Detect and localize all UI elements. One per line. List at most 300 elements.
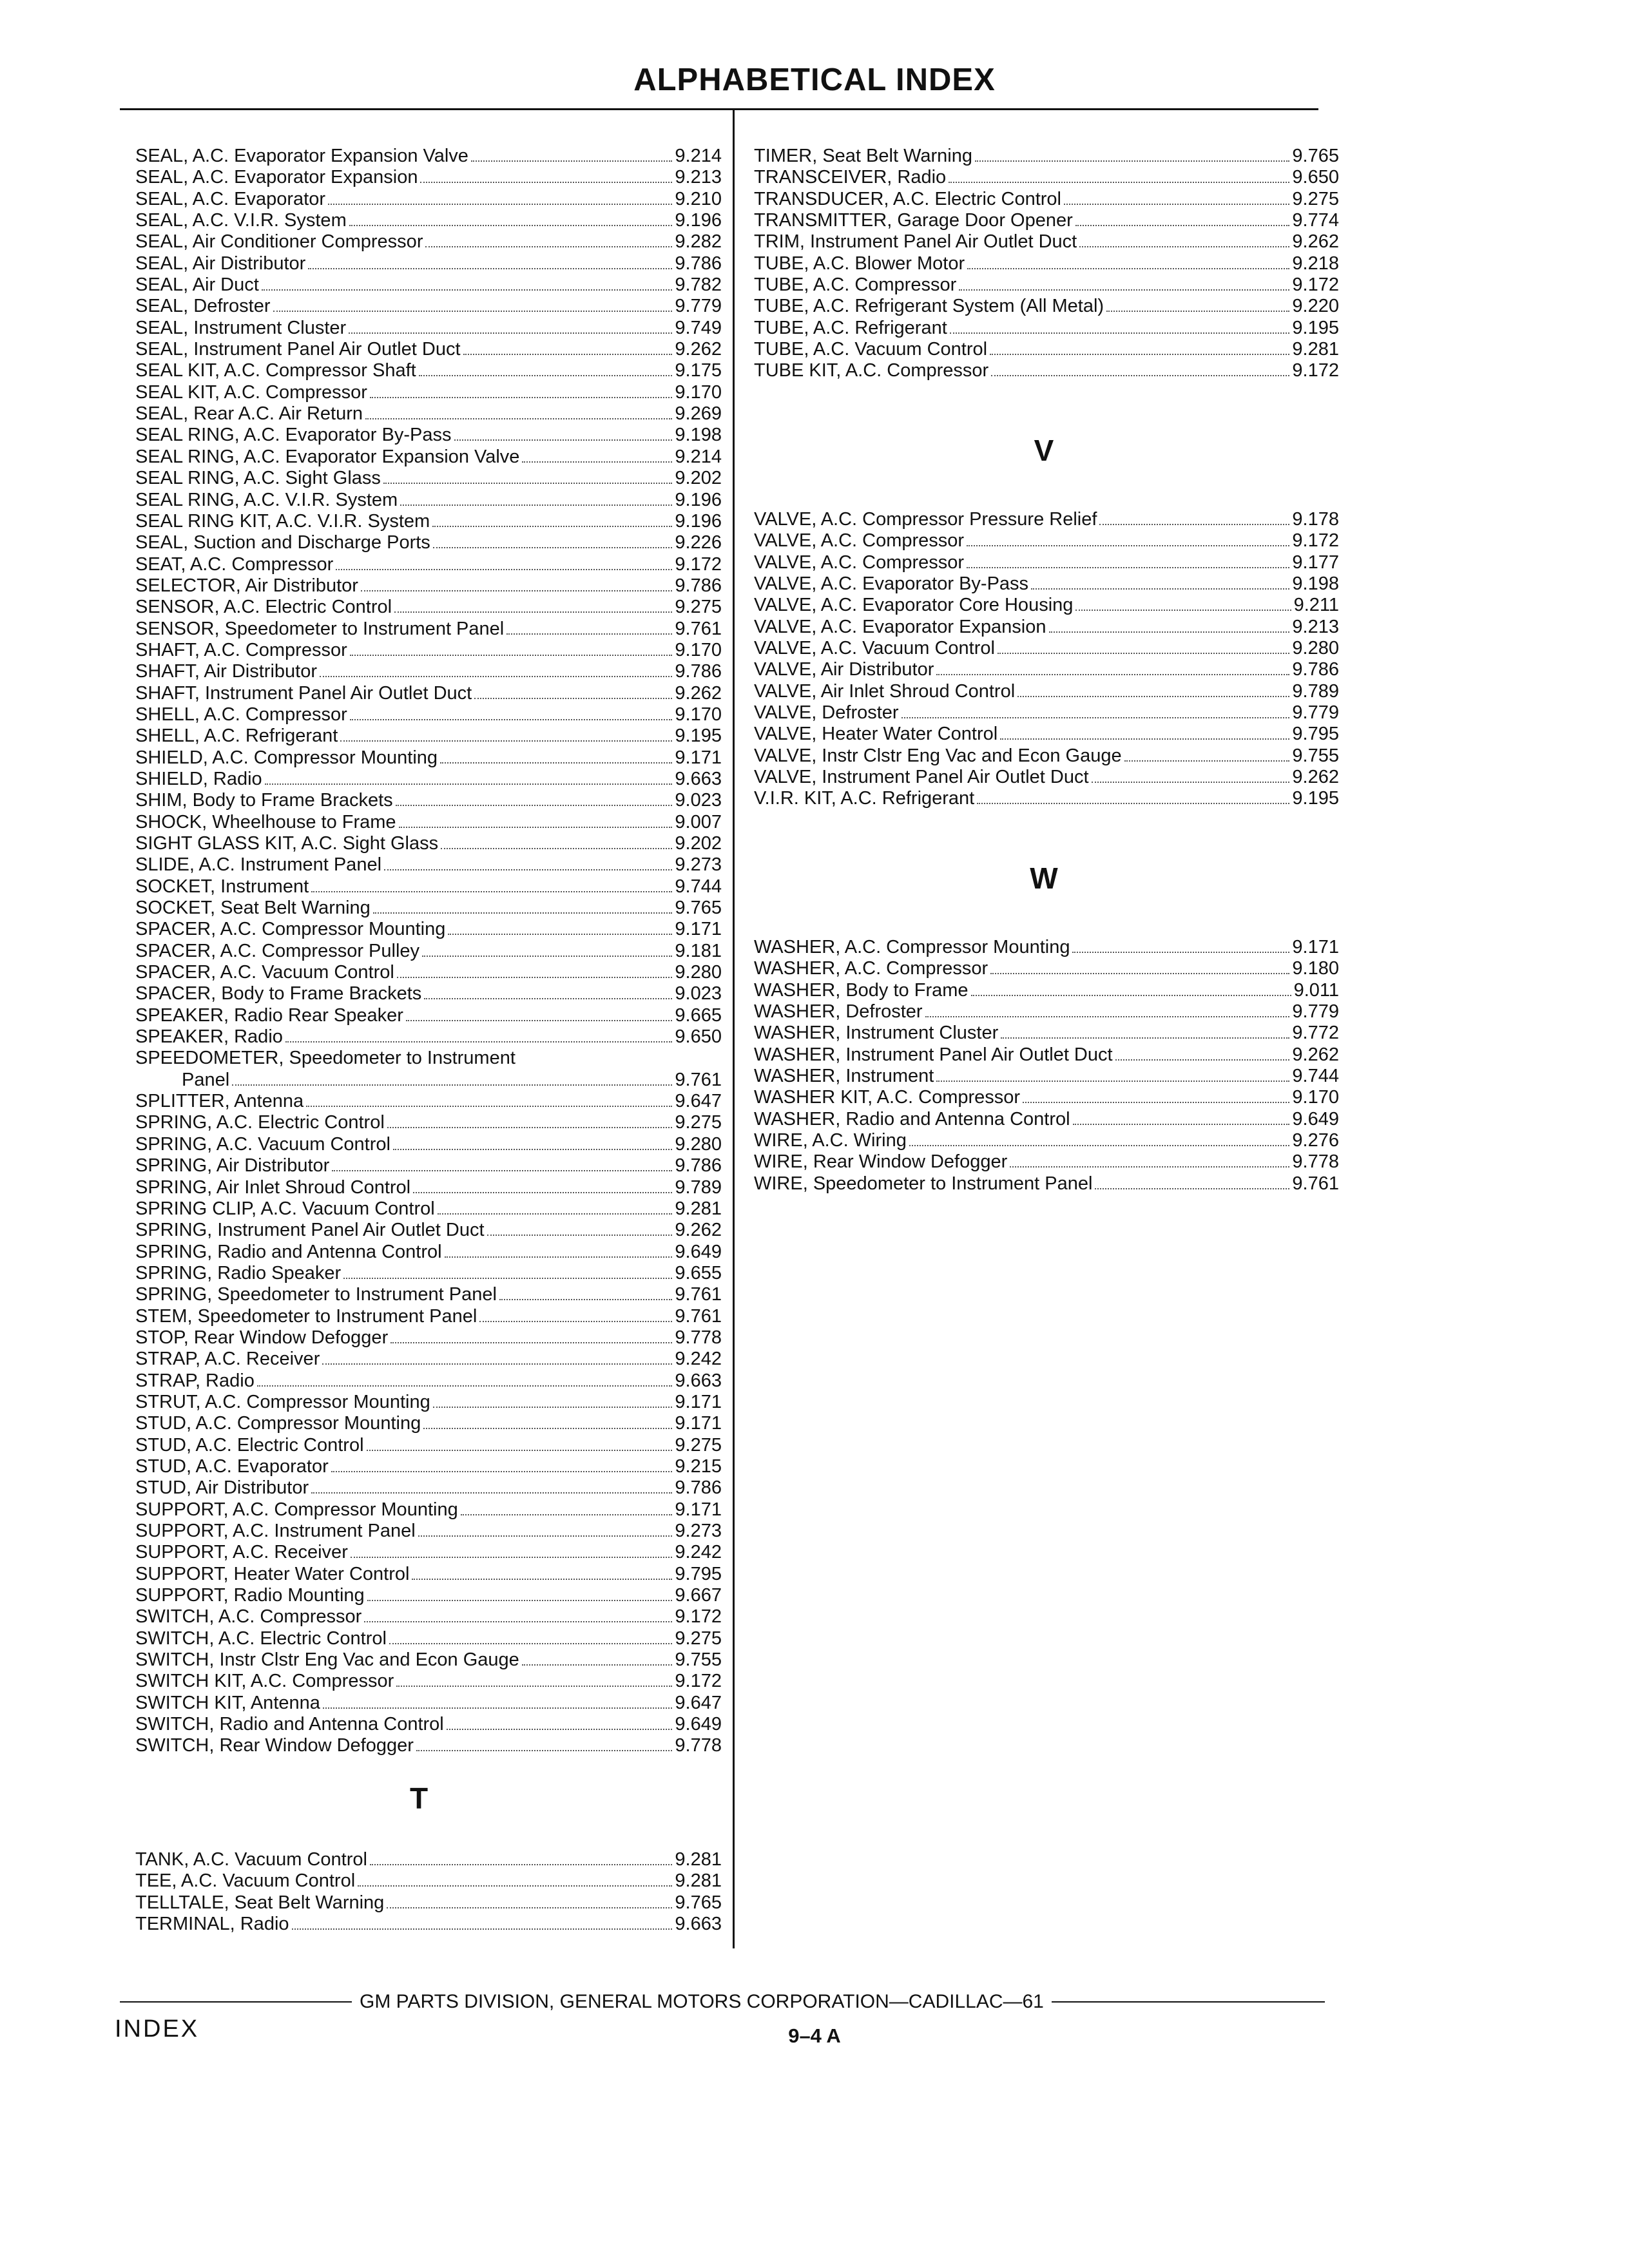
entry-page: 9.171	[675, 919, 722, 940]
dot-leader	[925, 1015, 1290, 1017]
index-entry	[135, 403, 722, 425]
entry-page: 9.795	[1292, 724, 1339, 745]
entry-page: 9.755	[675, 1649, 722, 1671]
index-entry	[754, 1087, 1339, 1108]
entry-text: SPRING, A.C. Electric Control	[135, 1112, 385, 1133]
entry-page: 9.262	[1292, 767, 1339, 788]
entry-page: 9.262	[1292, 1044, 1339, 1065]
dot-leader	[390, 1341, 672, 1343]
entry-text: SEAL RING, A.C. Sight Glass	[135, 468, 381, 489]
entry-page: 9.177	[1292, 552, 1339, 573]
entry-page: 9.663	[675, 1914, 722, 1935]
entry-page: 9.649	[675, 1714, 722, 1735]
entry-text: SWITCH, Instr Clstr Eng Vac and Econ Gauge	[135, 1649, 519, 1671]
index-entry	[135, 210, 722, 231]
entry-page: 9.172	[1292, 530, 1339, 552]
index-entry	[135, 511, 722, 532]
dot-leader	[1049, 631, 1290, 633]
dot-leader	[909, 1144, 1290, 1146]
dot-leader	[440, 762, 672, 764]
entry-page: 9.786	[675, 661, 722, 682]
dot-leader	[448, 933, 672, 935]
entry-text: VALVE, A.C. Evaporator By-Pass	[754, 573, 1029, 595]
entry-page: 9.655	[675, 1262, 722, 1283]
dot-leader	[422, 955, 672, 957]
dot-leader	[370, 396, 672, 398]
dot-leader	[292, 1928, 673, 1930]
entry-page: 9.280	[675, 962, 722, 983]
index-entry	[135, 1649, 722, 1671]
entry-text: SEAL, A.C. Evaporator Expansion	[135, 167, 418, 188]
entry-text: TERMINAL, Radio	[135, 1914, 289, 1935]
index-entry	[754, 1130, 1339, 1151]
entry-page: 9.175	[675, 360, 722, 381]
entry-text: SUPPORT, Radio Mounting	[135, 1585, 365, 1606]
entry-page: 9.765	[675, 898, 722, 919]
entry-text: SHELL, A.C. Refrigerant	[135, 726, 338, 747]
entry-text: WASHER, Instrument Panel Air Outlet Duct	[754, 1044, 1113, 1065]
entry-text: STRAP, A.C. Receiver	[135, 1349, 320, 1370]
section-letter-t: T	[409, 1782, 429, 1815]
entry-text: SPACER, Body to Frame Brackets	[135, 983, 422, 1004]
dot-leader	[971, 994, 1291, 996]
dot-leader	[1001, 1037, 1289, 1039]
entry-text: SPRING, Speedometer to Instrument Panel	[135, 1284, 497, 1305]
entry-text: SHIELD, Radio	[135, 768, 262, 789]
entry-text: VALVE, A.C. Compressor	[754, 552, 965, 573]
index-entry	[135, 1091, 722, 1112]
index-entry	[135, 769, 722, 790]
entry-page: 9.282	[675, 231, 722, 253]
index-entry	[754, 509, 1339, 530]
entry-page: 9.172	[675, 553, 722, 575]
index-entry	[135, 1628, 722, 1649]
index-entry	[754, 638, 1339, 659]
dot-leader	[949, 181, 1289, 183]
entry-text: TRANSDUCER, A.C. Electric Control	[754, 188, 1061, 209]
dot-leader	[350, 654, 673, 656]
entry-page: 9.220	[1292, 296, 1339, 317]
entry-text: SUPPORT, Heater Water Control	[135, 1563, 410, 1584]
index-entry	[754, 253, 1339, 274]
index-entry	[135, 575, 722, 597]
entry-page: 9.262	[675, 339, 722, 360]
index-entry	[135, 833, 722, 854]
entry-text: SEAL RING, A.C. V.I.R. System	[135, 489, 398, 510]
entry-page: 9.262	[675, 682, 722, 704]
entry-text: SUPPORT, A.C. Compressor Mounting	[135, 1499, 458, 1520]
entry-page: 9.663	[675, 768, 722, 789]
index-entry	[135, 1606, 722, 1628]
index-entry	[135, 1349, 722, 1370]
index-entry	[135, 1477, 722, 1499]
entry-text: SEAL RING KIT, A.C. V.I.R. System	[135, 510, 430, 532]
entry-page: 9.273	[675, 1521, 722, 1541]
entry-page: 9.178	[1292, 509, 1339, 530]
entry-page: 9.170	[675, 704, 722, 725]
index-entry	[754, 318, 1339, 339]
dot-leader	[461, 1514, 673, 1515]
entry-page: 9.196	[675, 510, 722, 532]
entry-page: 9.202	[675, 468, 722, 489]
section-letter-v: V	[1034, 434, 1054, 467]
index-entry	[135, 1735, 722, 1756]
entry-text: SPRING, Radio and Antenna Control	[135, 1241, 442, 1262]
entry-text: SPACER, A.C. Vacuum Control	[135, 962, 394, 983]
entry-text: TUBE, A.C. Refrigerant System (All Metal)	[754, 296, 1104, 317]
entry-page: 9.262	[1292, 231, 1339, 253]
dot-leader	[257, 1385, 673, 1387]
entry-page: 9.218	[1292, 253, 1339, 274]
entry-page: 9.242	[675, 1349, 722, 1370]
left-column	[135, 146, 722, 1757]
entry-page: 9.779	[1292, 702, 1339, 724]
v-entries	[754, 509, 1339, 810]
footer	[120, 1991, 1325, 2013]
dot-leader	[901, 716, 1290, 718]
entry-text: WASHER, Body to Frame	[754, 979, 969, 1001]
index-entry	[754, 1066, 1339, 1087]
entry-page: 9.779	[675, 296, 722, 317]
dot-leader	[361, 590, 672, 591]
dot-leader	[367, 1599, 673, 1601]
index-entry	[135, 619, 722, 640]
entry-text: V.I.R. KIT, A.C. Refrigerant	[754, 788, 975, 809]
dot-leader	[990, 972, 1289, 974]
entry-text: SWITCH, A.C. Electric Control	[135, 1628, 387, 1649]
entry-page: 9.772	[1292, 1023, 1339, 1044]
entry-page: 9.181	[675, 940, 722, 961]
entry-page: 9.210	[675, 188, 722, 209]
index-entry	[754, 189, 1339, 210]
index-entry	[135, 360, 722, 381]
entry-text: SEAL, A.C. Evaporator Expansion Valve	[135, 146, 468, 166]
dot-leader	[364, 1620, 672, 1622]
dot-leader	[967, 566, 1289, 568]
entry-text: SHIM, Body to Frame Brackets	[135, 790, 393, 811]
entry-page: 9.198	[675, 425, 722, 446]
entry-page: 9.778	[675, 1735, 722, 1756]
dot-leader	[447, 1728, 673, 1730]
entry-text: TELLTALE, Seat Belt Warning	[135, 1892, 385, 1913]
entry-text: WASHER KIT, A.C. Compressor	[754, 1087, 1021, 1108]
entry-page: 9.171	[675, 1391, 722, 1412]
dot-leader	[349, 332, 672, 334]
entry-page: 9.262	[675, 1220, 722, 1241]
index-entry	[135, 1112, 722, 1133]
entry-text: SENSOR, A.C. Electric Control	[135, 597, 392, 618]
entry-page: 9.273	[675, 854, 722, 876]
dot-leader	[1064, 203, 1289, 205]
dot-leader	[1092, 781, 1290, 783]
entry-text: WASHER, Instrument	[754, 1066, 934, 1087]
dot-leader	[311, 1492, 672, 1494]
index-entry	[135, 1306, 722, 1327]
dot-leader	[308, 267, 672, 269]
dot-leader	[340, 740, 672, 742]
entry-page: 9.761	[675, 1284, 722, 1305]
entry-page: 9.649	[1292, 1108, 1339, 1129]
index-entry	[135, 704, 722, 726]
entry-text: TEE, A.C. Vacuum Control	[135, 1870, 356, 1892]
entry-text: VALVE, Instr Clstr Eng Vac and Econ Gauge	[754, 745, 1122, 766]
index-entry	[135, 1327, 722, 1349]
index-entry	[754, 552, 1339, 573]
dot-leader	[393, 1148, 672, 1150]
entry-page: 9.281	[675, 1849, 722, 1870]
dot-leader	[445, 1256, 673, 1258]
entry-page: 9.281	[1292, 339, 1339, 360]
entry-text: SPRING, Air Inlet Shroud Control	[135, 1177, 411, 1198]
dot-leader	[424, 997, 672, 999]
entry-page: 9.650	[1292, 167, 1339, 188]
entry-page: 9.761	[1292, 1173, 1339, 1194]
entry-page: 9.198	[1292, 573, 1339, 595]
dot-leader	[328, 203, 672, 205]
dot-leader	[1079, 245, 1289, 247]
index-entry	[135, 253, 722, 274]
index-entry	[754, 617, 1339, 638]
entry-page: 9.170	[1292, 1087, 1339, 1108]
index-entry	[754, 958, 1339, 979]
entry-text: SOCKET, Seat Belt Warning	[135, 898, 371, 919]
dot-leader	[265, 783, 673, 785]
dot-leader	[454, 439, 673, 441]
index-entry	[754, 702, 1339, 724]
dot-leader	[479, 1320, 672, 1322]
entry-text: SPEAKER, Radio	[135, 1026, 283, 1048]
entry-page: 9.786	[1292, 659, 1339, 680]
entry-page: 9.195	[1292, 788, 1339, 809]
dot-leader	[306, 1105, 672, 1107]
entry-page: 9.761	[675, 618, 722, 639]
entry-text: VALVE, Air Inlet Shroud Control	[754, 680, 1016, 702]
dot-leader	[991, 374, 1289, 376]
index-entry	[135, 1499, 722, 1521]
index-entry	[754, 339, 1339, 360]
entry-text: STUD, A.C. Electric Control	[135, 1434, 364, 1456]
entry-page: 9.196	[675, 489, 722, 510]
index-entry	[135, 1671, 722, 1692]
index-entry	[135, 1849, 722, 1870]
index-entry	[754, 360, 1339, 381]
dot-leader	[522, 1664, 673, 1666]
dot-leader	[262, 289, 673, 291]
index-entry	[135, 876, 722, 898]
dot-leader	[412, 1578, 672, 1580]
t-entries-right	[754, 146, 1339, 382]
dot-leader	[432, 525, 672, 527]
column-divider	[733, 108, 735, 1948]
index-entry	[135, 167, 722, 188]
dot-leader	[373, 912, 673, 914]
entry-page: 9.280	[1292, 638, 1339, 659]
entry-text: SHELL, A.C. Compressor	[135, 704, 347, 725]
entry-page: 9.023	[675, 790, 722, 811]
entry-page: 9.213	[675, 167, 722, 188]
index-entry	[754, 296, 1339, 317]
index-entry	[135, 919, 722, 940]
entry-text: STRAP, Radio	[135, 1370, 255, 1391]
entry-page: 9.665	[675, 1004, 722, 1026]
index-entry	[135, 1155, 722, 1177]
dot-leader	[990, 353, 1289, 355]
title-rule	[120, 108, 1318, 110]
entry-text: WASHER, Defroster	[754, 1001, 923, 1023]
dot-leader	[323, 1707, 673, 1709]
dot-leader	[418, 1535, 673, 1537]
dot-leader	[936, 1080, 1289, 1082]
entry-page: 9.215	[675, 1456, 722, 1477]
index-entry	[754, 1173, 1339, 1195]
entry-page: 9.774	[1292, 210, 1339, 231]
index-entry	[754, 745, 1339, 767]
entry-text: STUD, A.C. Compressor Mounting	[135, 1413, 421, 1434]
entry-text: VALVE, Heater Water Control	[754, 724, 998, 745]
index-entry	[135, 318, 722, 339]
dot-leader	[387, 1126, 673, 1128]
dot-leader	[311, 890, 672, 892]
entry-text: VALVE, A.C. Compressor Pressure Relief	[754, 509, 1097, 530]
index-entry	[754, 767, 1339, 788]
dot-leader	[336, 568, 672, 570]
dot-leader	[1106, 310, 1289, 312]
entry-page: 9.275	[675, 597, 722, 618]
dot-leader	[349, 224, 673, 226]
t-entries-left	[135, 1849, 722, 1935]
entry-page: 9.765	[1292, 146, 1339, 166]
index-entry	[135, 1284, 722, 1305]
entry-text: SUPPORT, A.C. Receiver	[135, 1542, 348, 1563]
page-title: ALPHABETICAL INDEX	[633, 62, 996, 97]
dot-leader	[1010, 1166, 1289, 1168]
dot-leader	[232, 1084, 672, 1086]
dot-leader	[416, 1749, 673, 1751]
entry-text: SLIDE, A.C. Instrument Panel	[135, 854, 382, 876]
index-entry	[135, 1564, 722, 1585]
index-entry	[135, 983, 722, 1004]
index-entry	[135, 1198, 722, 1220]
entry-page: 9.281	[675, 1870, 722, 1892]
dot-leader	[358, 1885, 672, 1887]
entry-page: 9.749	[675, 317, 722, 338]
index-entry	[135, 683, 722, 704]
entry-text: SPEAKER, Radio Rear Speaker	[135, 1004, 403, 1026]
dot-leader	[396, 1685, 672, 1687]
entry-text: SEAT, A.C. Compressor	[135, 553, 334, 575]
index-entry	[135, 1456, 722, 1477]
index-entry	[135, 854, 722, 876]
index-entry	[754, 530, 1339, 552]
entry-text: STEM, Speedometer to Instrument Panel	[135, 1305, 477, 1327]
entry-page: 9.786	[675, 575, 722, 596]
index-entry	[135, 532, 722, 553]
index-entry	[754, 274, 1339, 296]
dot-leader	[350, 718, 673, 720]
index-entry	[135, 1392, 722, 1413]
entry-text: SPRING, Radio Speaker	[135, 1262, 342, 1283]
index-entry	[135, 1413, 722, 1434]
dot-leader	[367, 1449, 673, 1451]
entry-text: VALVE, A.C. Evaporator Core Housing	[754, 595, 1074, 616]
entry-text: VALVE, A.C. Compressor	[754, 530, 965, 552]
entry-page: 9.789	[1292, 680, 1339, 702]
entry-text: WIRE, A.C. Wiring	[754, 1130, 907, 1151]
dot-leader	[320, 675, 672, 677]
index-entry	[754, 595, 1339, 616]
entry-text: STUD, Air Distributor	[135, 1477, 309, 1499]
entry-page: 9.172	[675, 1671, 722, 1692]
entry-text: SPACER, A.C. Compressor Mounting	[135, 919, 446, 940]
dot-leader	[332, 1169, 672, 1171]
entry-text: STRUT, A.C. Compressor Mounting	[135, 1391, 430, 1412]
entry-text: SPRING, Air Distributor	[135, 1155, 330, 1177]
dot-leader	[506, 633, 672, 635]
footer-rule-left	[120, 2001, 352, 2003]
entry-text: SPRING, A.C. Vacuum Control	[135, 1133, 390, 1155]
entry-page: 9.171	[675, 1413, 722, 1434]
index-entry	[754, 1151, 1339, 1173]
index-entry	[754, 980, 1339, 1001]
entry-text: WASHER, Radio and Antenna Control	[754, 1108, 1070, 1129]
entry-text: TRIM, Instrument Panel Air Outlet Duct	[754, 231, 1077, 253]
entry-text: SENSOR, Speedometer to Instrument Panel	[135, 618, 505, 639]
footer-rule-right	[1052, 2001, 1325, 2003]
dot-leader	[419, 374, 673, 376]
entry-text: TRANSMITTER, Garage Door Opener	[754, 210, 1073, 231]
dot-leader	[1095, 1187, 1289, 1189]
dot-leader	[1072, 951, 1289, 953]
entry-page: 9.786	[675, 1477, 722, 1499]
entry-text: SEAL, Suction and Discharge Ports	[135, 532, 430, 553]
entry-page: 9.023	[675, 983, 722, 1004]
entry-text: SWITCH KIT, A.C. Compressor	[135, 1671, 394, 1692]
entry-text: TRANSCEIVER, Radio	[754, 167, 947, 188]
entry-page: 9.778	[675, 1327, 722, 1348]
entry-page: 9.172	[1292, 360, 1339, 381]
index-entry	[754, 231, 1339, 253]
dot-leader	[413, 1191, 672, 1193]
entry-text-continued: Panel	[182, 1069, 230, 1090]
entry-text: SPLITTER, Antenna	[135, 1091, 304, 1112]
entry-page: 9.211	[1293, 595, 1339, 616]
index-entry	[135, 1714, 722, 1735]
dot-leader	[1073, 1123, 1290, 1125]
entry-text: TANK, A.C. Vacuum Control	[135, 1849, 367, 1870]
index-entry	[135, 898, 722, 919]
index-entry	[754, 724, 1339, 745]
entry-page: 9.214	[675, 446, 722, 467]
index-entry	[135, 597, 722, 618]
dot-leader	[389, 1642, 672, 1644]
index-entry	[135, 146, 722, 167]
dot-leader	[1031, 588, 1289, 590]
entry-text: VALVE, Air Distributor	[754, 659, 934, 680]
dot-leader	[998, 652, 1289, 654]
index-entry	[754, 1109, 1339, 1130]
index-entry	[135, 962, 722, 983]
dot-leader	[967, 267, 1289, 269]
entry-text: SEAL, Air Duct	[135, 274, 259, 296]
dot-leader	[438, 1213, 673, 1215]
entry-page: 9.195	[1292, 317, 1339, 338]
index-entry	[135, 339, 722, 360]
entry-text: SELECTOR, Air Distributor	[135, 575, 358, 596]
entry-page: 9.275	[1292, 188, 1339, 209]
index-entry	[135, 1521, 722, 1542]
index-entry	[135, 382, 722, 403]
entry-text: TUBE, A.C. Blower Motor	[754, 253, 965, 274]
